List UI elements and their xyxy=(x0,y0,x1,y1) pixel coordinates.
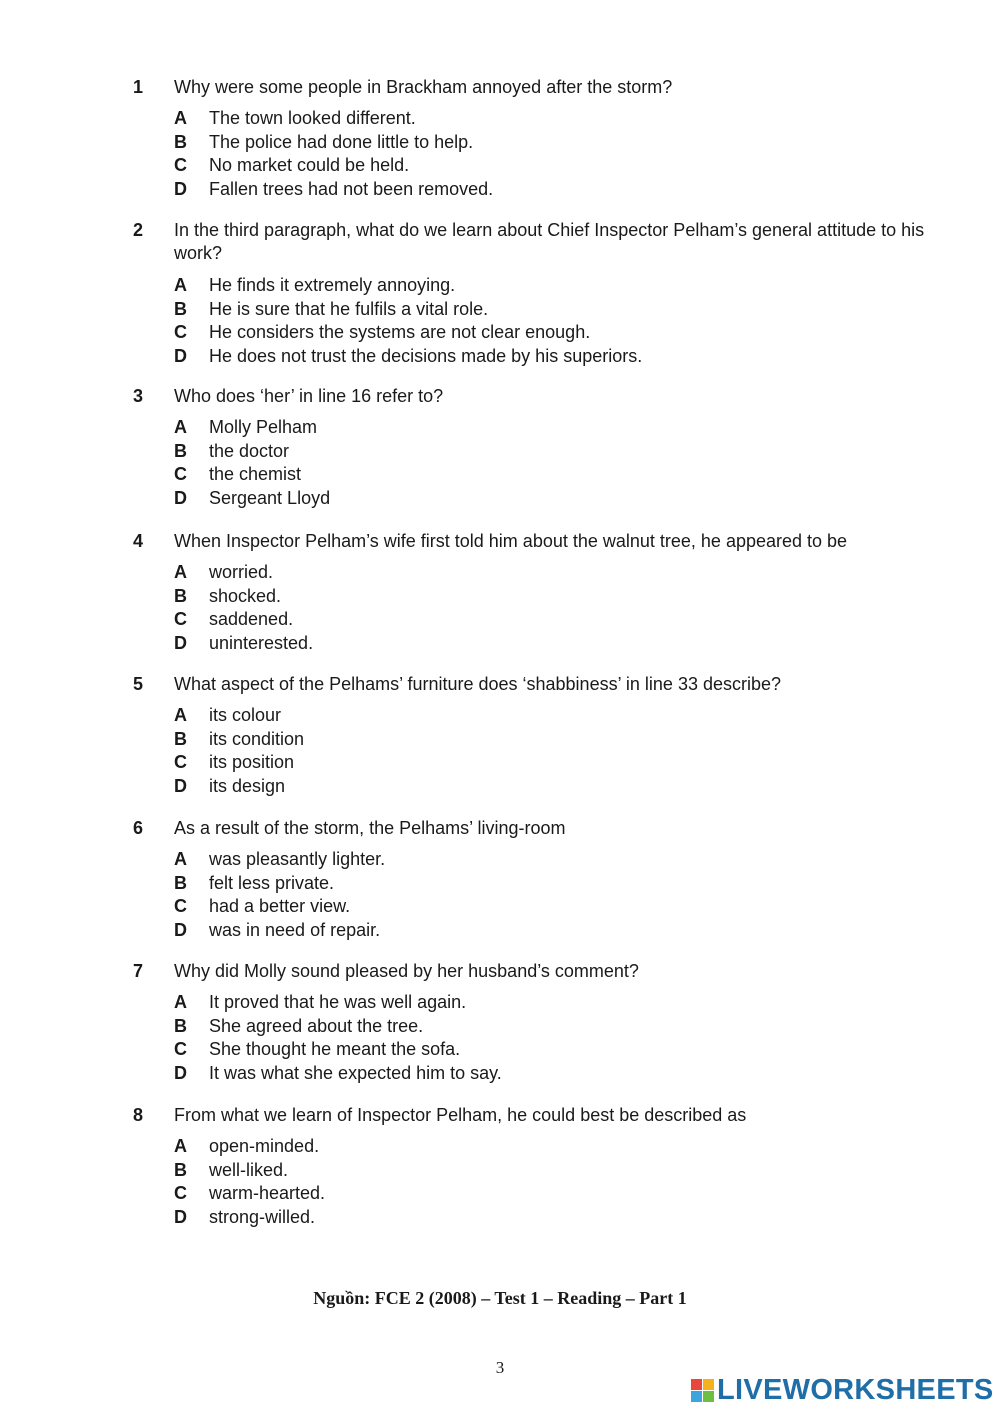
answer-option-b[interactable] xyxy=(174,872,973,896)
answer-option-d[interactable] xyxy=(174,1206,973,1230)
option-letter: A xyxy=(174,1136,187,1156)
question-text: Who does ‘her’ in line 16 refer to? xyxy=(174,386,444,406)
option-text: It was what she expected him to say. xyxy=(209,1062,502,1083)
question-number: 3 xyxy=(133,386,144,406)
option-text: had a better view. xyxy=(209,896,351,916)
option-text: Fallen trees had not been removed. xyxy=(209,178,494,199)
answer-option-b[interactable] xyxy=(174,298,973,322)
question-6 xyxy=(133,817,973,942)
option-text: open-minded. xyxy=(209,1136,320,1156)
question-stem xyxy=(133,1104,973,1127)
question-number: 6 xyxy=(133,818,144,838)
option-text: shocked. xyxy=(209,585,282,606)
question-text: From what we learn of Inspector Pelham, he could best be described as xyxy=(174,1105,747,1125)
answer-options xyxy=(174,274,973,368)
option-letter: B xyxy=(174,728,187,749)
option-letter: B xyxy=(174,872,187,893)
option-letter: B xyxy=(174,440,187,461)
question-4 xyxy=(133,530,973,655)
answer-option-b[interactable] xyxy=(174,728,973,752)
question-text: Why were some people in Brackham annoyed after the storm? xyxy=(174,77,673,97)
option-letter: C xyxy=(174,155,187,175)
question-stem xyxy=(133,385,973,408)
answer-option-b[interactable] xyxy=(174,440,973,464)
answer-option-d[interactable] xyxy=(174,487,973,511)
option-letter: C xyxy=(174,1039,187,1059)
option-letter: B xyxy=(174,585,187,606)
liveworksheets-brand[interactable] xyxy=(691,1374,994,1407)
answer-option-b[interactable] xyxy=(174,1015,973,1039)
question-stem xyxy=(133,219,973,265)
question-number: 4 xyxy=(133,531,144,551)
question-stem xyxy=(133,76,973,99)
answer-option-d[interactable] xyxy=(174,919,973,943)
option-text: He is sure that he fulfils a vital role. xyxy=(209,298,489,319)
option-text: The police had done little to help. xyxy=(209,131,474,152)
option-letter: B xyxy=(174,298,187,319)
option-letter: B xyxy=(174,1015,187,1036)
answer-option-a[interactable] xyxy=(174,848,973,872)
option-letter: B xyxy=(174,1159,187,1180)
option-letter: D xyxy=(174,1206,187,1227)
option-text: saddened. xyxy=(209,609,294,629)
question-text: Why did Molly sound pleased by her husband’s comment? xyxy=(174,961,639,981)
answer-option-a[interactable] xyxy=(174,991,973,1015)
answer-option-c[interactable] xyxy=(174,608,973,632)
answer-option-d[interactable] xyxy=(174,632,973,656)
logo-brick-yellow xyxy=(703,1379,714,1390)
option-text: He considers the systems are not clear enough. xyxy=(209,322,591,342)
option-letter: A xyxy=(174,992,187,1012)
option-text: its design xyxy=(209,775,286,796)
option-letter: A xyxy=(174,705,187,725)
answer-options xyxy=(174,107,973,201)
option-letter: D xyxy=(174,345,187,366)
answer-option-c[interactable] xyxy=(174,321,973,345)
option-text: uninterested. xyxy=(209,632,314,653)
option-letter: D xyxy=(174,1062,187,1083)
option-letter: D xyxy=(174,775,187,796)
option-letter: C xyxy=(174,609,187,629)
answer-options xyxy=(174,991,973,1085)
option-text: He finds it extremely annoying. xyxy=(209,275,456,295)
question-text: In the third paragraph, what do we learn about Chief Inspector Pelham’s general attitude to his work? xyxy=(174,220,925,263)
option-text: felt less private. xyxy=(209,872,335,893)
answer-option-c[interactable] xyxy=(174,154,973,178)
option-text: It proved that he was well again. xyxy=(209,992,467,1012)
option-text: She thought he meant the sofa. xyxy=(209,1039,461,1059)
option-letter: A xyxy=(174,108,187,128)
answer-options xyxy=(174,561,973,655)
page-number: 3 xyxy=(495,1358,505,1377)
option-text: Sergeant Lloyd xyxy=(209,487,331,508)
answer-options xyxy=(174,848,973,942)
question-number: 1 xyxy=(133,77,144,97)
question-number: 2 xyxy=(133,220,144,240)
logo-brick-red xyxy=(691,1379,702,1390)
option-text: well-liked. xyxy=(209,1159,289,1180)
option-text: its condition xyxy=(209,728,305,749)
option-text: the chemist xyxy=(209,464,302,484)
option-text: its position xyxy=(209,752,295,772)
question-text: What aspect of the Pelhams’ furniture does ‘shabbiness’ in line 33 describe? xyxy=(174,674,782,694)
option-letter: A xyxy=(174,562,187,582)
answer-option-a[interactable] xyxy=(174,274,973,298)
option-letter: C xyxy=(174,896,187,916)
option-text: No market could be held. xyxy=(209,155,410,175)
option-text: warm-hearted. xyxy=(209,1183,326,1203)
option-text: was in need of repair. xyxy=(209,919,381,940)
option-text: worried. xyxy=(209,562,274,582)
answer-option-c[interactable] xyxy=(174,895,973,919)
answer-option-c[interactable] xyxy=(174,1038,973,1062)
answer-option-c[interactable] xyxy=(174,751,973,775)
question-text: When Inspector Pelham’s wife first told him about the walnut tree, he appeared to be xyxy=(174,531,848,551)
answer-options xyxy=(174,1135,973,1229)
answer-option-d[interactable] xyxy=(174,1062,973,1086)
liveworksheets-logo-icon xyxy=(691,1379,714,1402)
option-letter: B xyxy=(174,131,187,152)
question-stem xyxy=(133,960,973,983)
option-letter: A xyxy=(174,417,187,437)
question-1 xyxy=(133,76,973,201)
question-2 xyxy=(133,219,973,368)
option-text: Molly Pelham xyxy=(209,417,318,437)
logo-brick-blue xyxy=(691,1391,702,1402)
option-text: was pleasantly lighter. xyxy=(209,849,386,869)
answer-option-b[interactable] xyxy=(174,1159,973,1183)
answer-options xyxy=(174,416,973,510)
answer-option-d[interactable] xyxy=(174,345,973,369)
answer-option-a[interactable] xyxy=(174,704,973,728)
option-letter: A xyxy=(174,275,187,295)
question-stem xyxy=(133,530,973,553)
brand-name: LIVEWORKSHEETS xyxy=(717,1374,994,1406)
option-text: strong-willed. xyxy=(209,1206,316,1227)
question-stem xyxy=(133,673,973,696)
answer-option-b[interactable] xyxy=(174,585,973,609)
answer-option-a[interactable] xyxy=(174,107,973,131)
answer-option-d[interactable] xyxy=(174,775,973,799)
option-letter: C xyxy=(174,464,187,484)
option-letter: D xyxy=(174,919,187,940)
option-letter: D xyxy=(174,632,187,653)
option-letter: D xyxy=(174,487,187,508)
question-number: 5 xyxy=(133,674,144,694)
option-text: She agreed about the tree. xyxy=(209,1015,424,1036)
question-stem xyxy=(133,817,973,840)
answer-option-c[interactable] xyxy=(174,463,973,487)
option-letter: C xyxy=(174,322,187,342)
option-text: the doctor xyxy=(209,440,290,461)
option-text: its colour xyxy=(209,705,282,725)
answer-option-b[interactable] xyxy=(174,131,973,155)
option-letter: A xyxy=(174,849,187,869)
question-number: 7 xyxy=(133,961,144,981)
answer-option-a[interactable] xyxy=(174,561,973,585)
question-7 xyxy=(133,960,973,1085)
option-text: The town looked different. xyxy=(209,108,416,128)
answer-option-a[interactable] xyxy=(174,416,973,440)
question-text: As a result of the storm, the Pelhams’ living-room xyxy=(174,818,566,838)
source-citation: Nguồn: FCE 2 (2008) – Test 1 – Reading – Part 1 xyxy=(313,1288,687,1308)
option-letter: D xyxy=(174,178,187,199)
answer-option-c[interactable] xyxy=(174,1182,973,1206)
question-8 xyxy=(133,1104,973,1229)
logo-brick-green xyxy=(703,1391,714,1402)
question-number: 8 xyxy=(133,1105,144,1125)
answer-options xyxy=(174,704,973,798)
question-3 xyxy=(133,385,973,510)
answer-option-a[interactable] xyxy=(174,1135,973,1159)
option-letter: C xyxy=(174,752,187,772)
option-text: He does not trust the decisions made by his superiors. xyxy=(209,345,643,366)
answer-option-d[interactable] xyxy=(174,178,973,202)
question-5 xyxy=(133,673,973,798)
option-letter: C xyxy=(174,1183,187,1203)
